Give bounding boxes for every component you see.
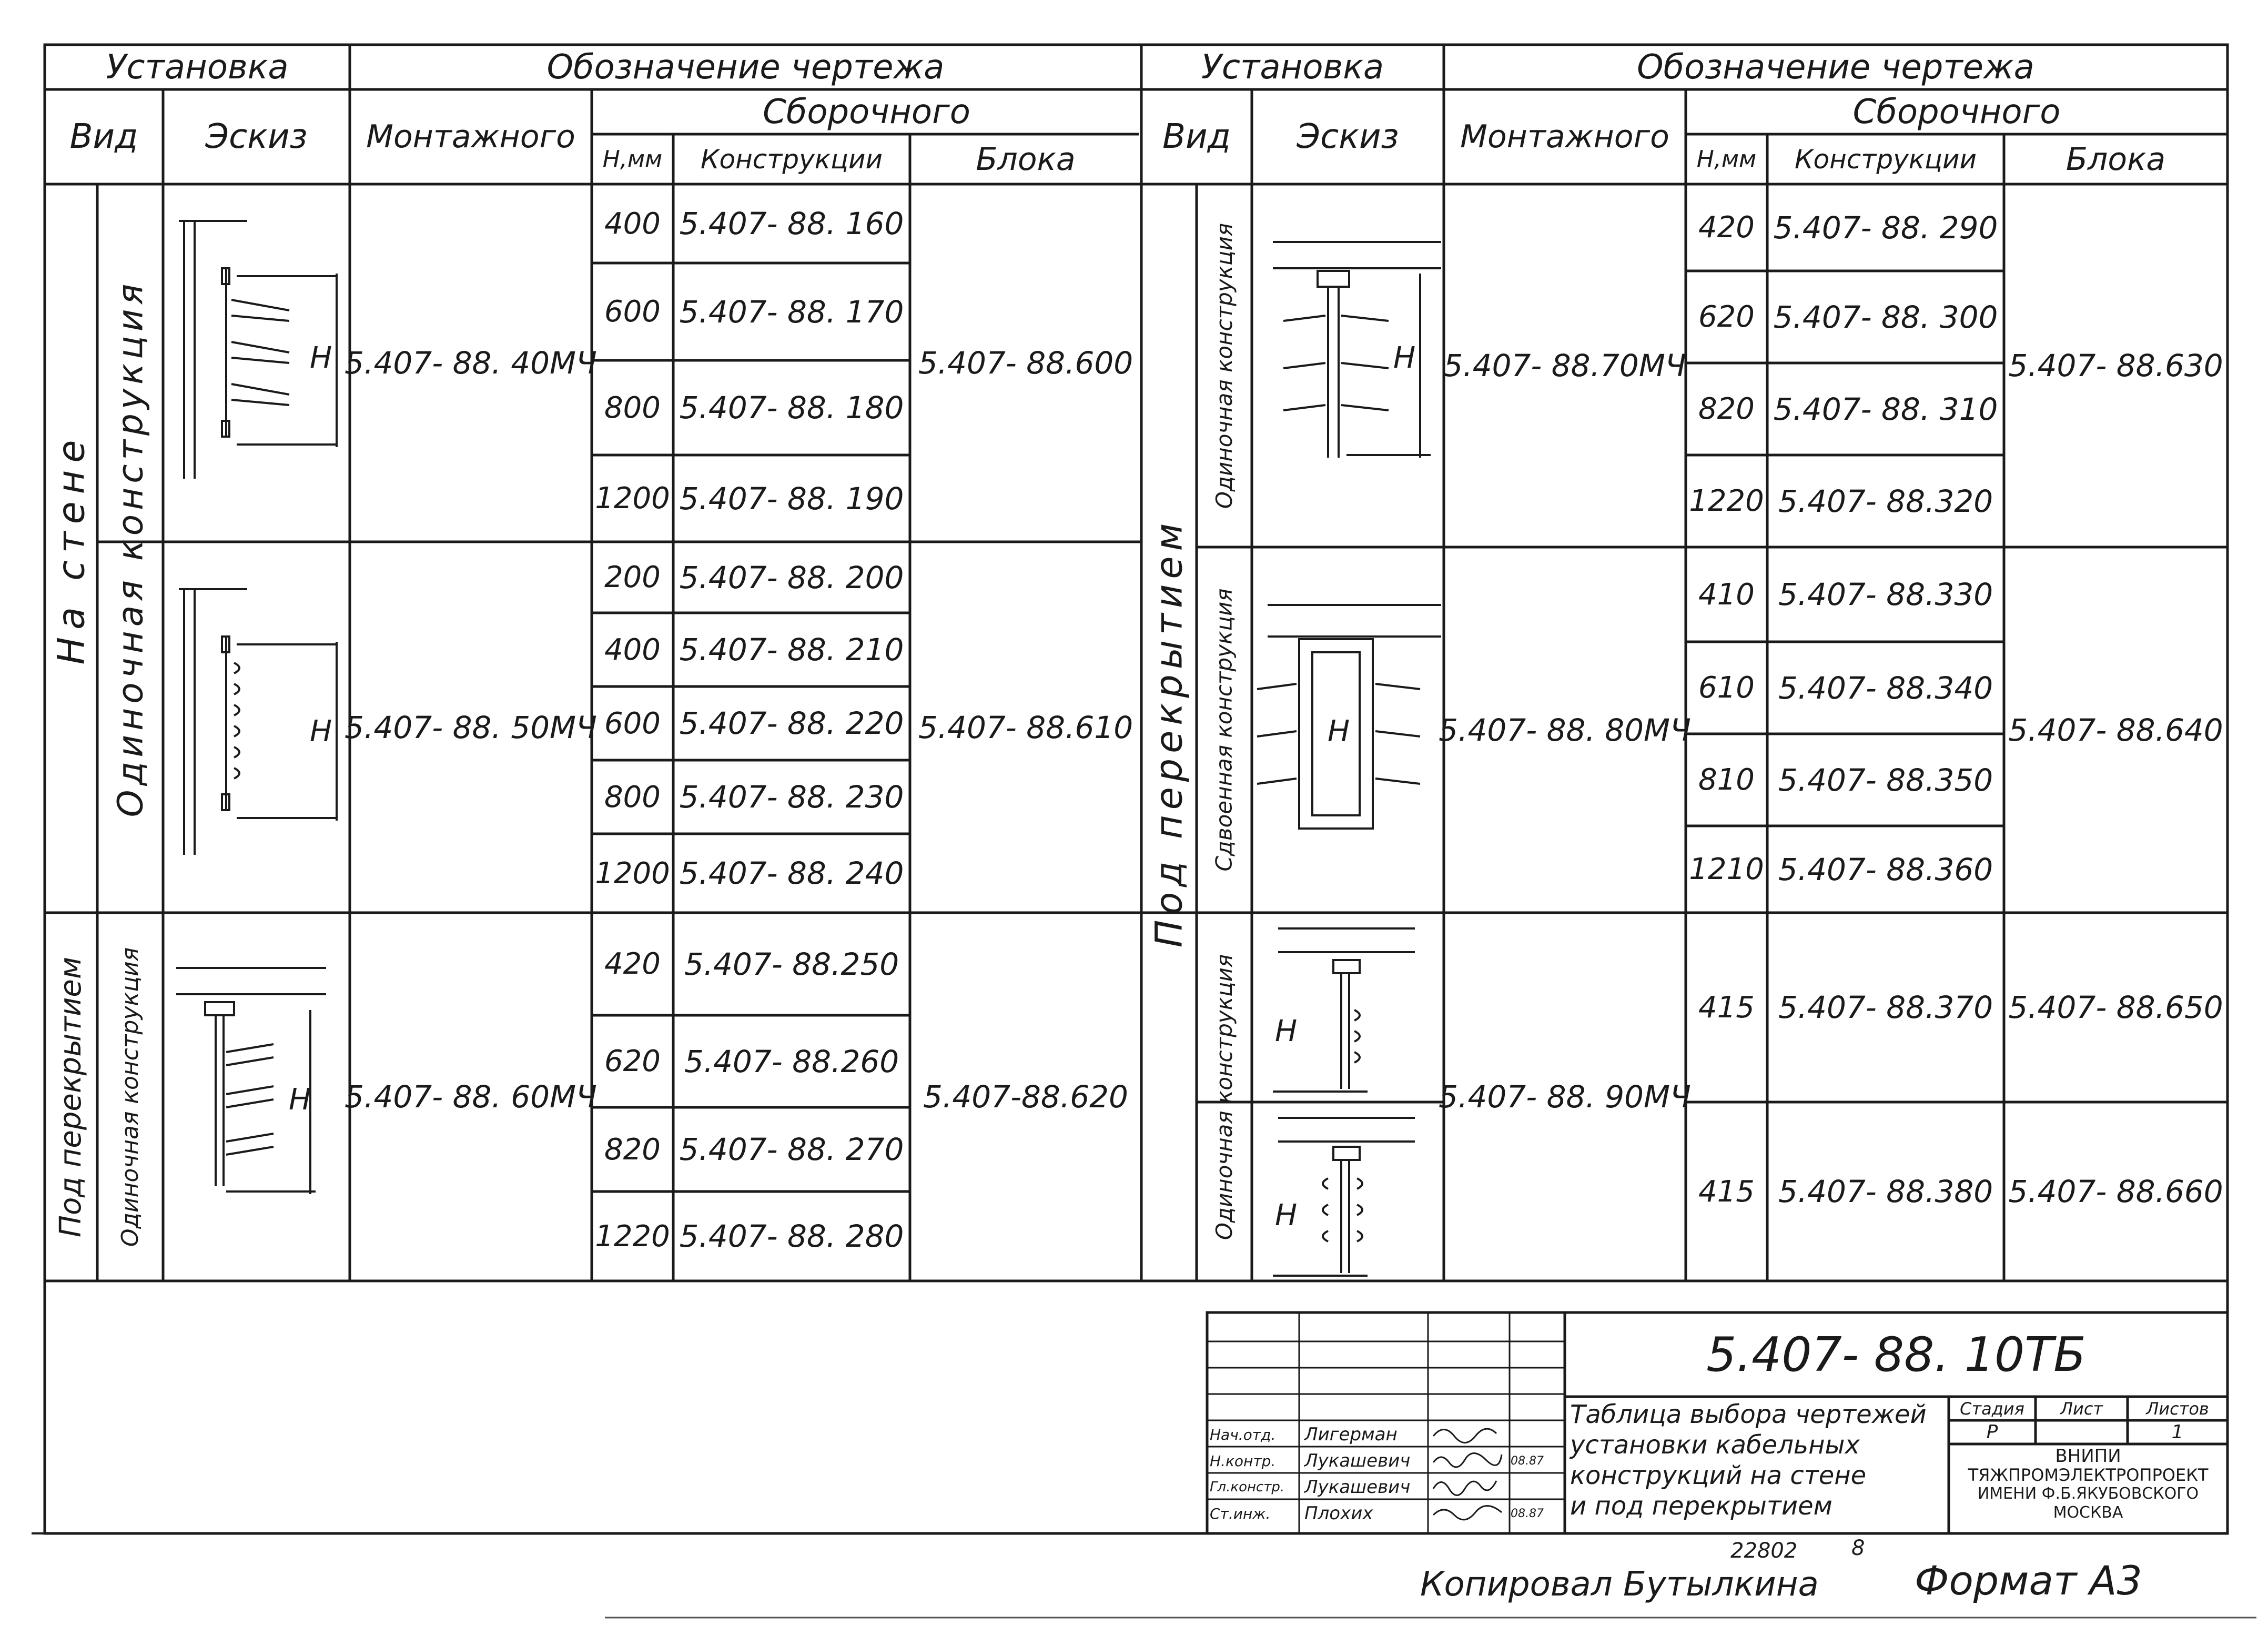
montazh-code: 5.407- 88.70МЧ	[1443, 348, 1686, 383]
sketch-h-label: Н	[1274, 1014, 1298, 1048]
h-value: 820	[1698, 392, 1755, 426]
sub-label-container	[1197, 913, 1252, 1281]
sub-odinochnaya-right-2: Одиночная конструкция	[1211, 954, 1238, 1240]
header-konstrukcii-right: Конструкции	[1795, 144, 1977, 175]
konstr-code: 5.407- 88. 300	[1773, 299, 1998, 335]
signer-role: Нач.отд.	[1210, 1426, 1276, 1443]
h-value: 420	[1698, 210, 1755, 245]
copied-by: Копировал Бутылкина	[1420, 1565, 1819, 1604]
konstr-code: 5.407- 88.330	[1778, 577, 1993, 612]
h-value: 415	[1698, 990, 1755, 1025]
list-label: Лист	[2060, 1398, 2103, 1419]
konstr-code: 5.407- 88. 190	[679, 480, 904, 517]
listov-value: 1	[2171, 1421, 2184, 1443]
h-value: 410	[1698, 577, 1755, 612]
signer-role: Ст.инж.	[1210, 1505, 1271, 1522]
signer-role: Гл.констр.	[1210, 1479, 1285, 1495]
konstr-code: 5.407- 88.380	[1778, 1174, 1993, 1209]
konstr-code: 5.407- 88. 220	[679, 705, 904, 741]
header-bloka-left: Блока	[976, 140, 1076, 178]
doc-title-line: конструкций на стене	[1570, 1461, 1867, 1490]
signatures	[1428, 1420, 1510, 1533]
doc-title-line: Таблица выбора чертежей	[1570, 1400, 1927, 1429]
signer-name: Лукашевич	[1304, 1450, 1411, 1471]
konstr-code: 5.407- 88.360	[1778, 851, 1993, 887]
page-number: 8	[1851, 1536, 1865, 1560]
org-line: ИМЕНИ Ф.Б.ЯКУБОВСКОГО	[1977, 1485, 2199, 1503]
h-value: 800	[604, 780, 661, 814]
signer-name: Плохих	[1304, 1503, 1373, 1524]
stadia-label: Стадия	[1960, 1398, 2024, 1419]
header-eskiz-right: Эскиз	[1297, 117, 1399, 156]
h-value: 1200	[595, 481, 670, 516]
konstr-code: 5.407- 88.340	[1778, 670, 1993, 706]
header-h-mm-right: Н,мм	[1696, 146, 1757, 173]
listov-label: Листов	[2146, 1398, 2209, 1419]
montazh-code: 5.407- 88. 80МЧ	[1439, 712, 1691, 748]
doc-title-line: и под перекрытием	[1570, 1491, 1832, 1521]
header-oboznachenie-left: Обозначение чертежа	[546, 47, 945, 87]
signer-role: Н.контр.	[1210, 1452, 1276, 1470]
vid-label-container	[1141, 184, 1197, 1281]
konstr-code: 5.407- 88.370	[1778, 989, 1993, 1025]
h-value: 200	[604, 560, 661, 594]
header-vid-right: Вид	[1162, 117, 1231, 156]
org-line: ВНИПИ	[2055, 1446, 2121, 1467]
signer-name: Лукашевич	[1304, 1477, 1411, 1498]
blok-code: 5.407- 88.610	[918, 709, 1133, 745]
header-ustanovka-left: Установка	[106, 47, 289, 87]
h-value: 610	[1698, 671, 1755, 705]
blok-code: 5.407- 88.640	[2008, 712, 2223, 748]
sketch-h-label: Н	[309, 714, 332, 749]
header-h-mm-left: Н,мм	[602, 146, 663, 173]
header-sborochnogo-left: Сборочного	[763, 92, 970, 132]
sketch-h-label: Н	[1393, 340, 1416, 375]
konstr-code: 5.407- 88. 200	[679, 559, 904, 595]
h-value: 1200	[595, 856, 670, 891]
vid-pod-perekrytiem-left: Под перекрытием	[54, 956, 88, 1237]
sketch-ceiling-hooks-a	[1273, 928, 1415, 1092]
h-value: 415	[1698, 1174, 1755, 1209]
header-eskiz-left: Эскиз	[205, 117, 308, 156]
header-montazhnogo-right: Монтажного	[1460, 118, 1669, 155]
h-value: 600	[604, 295, 661, 329]
h-value: 810	[1698, 763, 1755, 797]
konstr-code: 5.407- 88.350	[1778, 762, 1993, 798]
sketch-ceiling-hooks-b	[1273, 1118, 1415, 1276]
h-value: 620	[604, 1044, 661, 1078]
konstr-code: 5.407- 88. 160	[679, 206, 904, 241]
signer-date: 08.87	[1511, 1507, 1544, 1520]
sub-odinochnaya-wall: Одиночная конструкция	[110, 279, 150, 817]
org-line: МОСКВА	[2053, 1503, 2123, 1522]
header-bloka-right: Блока	[2066, 140, 2166, 178]
konstr-code: 5.407- 88.260	[684, 1043, 899, 1079]
sketch-h-label: Н	[288, 1082, 311, 1117]
doc-number: 5.407- 88. 10ТБ	[1706, 1327, 2086, 1382]
blok-code: 5.407-88.620	[923, 1079, 1128, 1115]
vid-label-container	[45, 184, 97, 913]
blok-code: 5.407- 88.600	[918, 345, 1133, 381]
stadia-value: Р	[1986, 1421, 1998, 1443]
header-sborochnogo-right: Сборочного	[1852, 92, 2061, 132]
h-value: 420	[604, 947, 661, 981]
blok-code: 5.407- 88.650	[2008, 989, 2223, 1025]
inv-number: 22802	[1730, 1539, 1798, 1563]
vid-na-stene: На стене	[49, 432, 93, 664]
konstr-code: 5.407- 88. 170	[679, 294, 904, 330]
sub-label-container	[1197, 547, 1252, 913]
konstr-code: 5.407- 88. 290	[1773, 209, 1998, 246]
h-value: 600	[604, 706, 661, 741]
header-vid-left: Вид	[69, 117, 138, 156]
konstr-code: 5.407- 88. 240	[679, 855, 904, 891]
sketch-ceiling-single	[176, 968, 326, 1194]
format-label: Формат А3	[1915, 1557, 2142, 1604]
sketch-h-label: Н	[309, 340, 332, 375]
konstr-code: 5.407- 88. 310	[1773, 391, 1998, 427]
header-ustanovka-right: Установка	[1201, 47, 1384, 87]
org-line: ТЯЖПРОМЭЛЕКТРОПРОЕКТ	[1968, 1465, 2209, 1485]
sub-odinochnaya-right-1: Одиночная конструкция	[1211, 223, 1238, 509]
vid-pod-perekrytiem-right: Под перекрытием	[1147, 518, 1191, 947]
konstr-code: 5.407- 88. 280	[679, 1218, 904, 1254]
sketch-h-label: Н	[1327, 714, 1350, 749]
h-value: 1220	[595, 1219, 670, 1254]
montazh-code: 5.407- 88. 90МЧ	[1439, 1079, 1691, 1115]
montazh-code: 5.407- 88. 50МЧ	[345, 709, 597, 745]
konstr-code: 5.407- 88. 180	[679, 390, 904, 426]
h-value: 1210	[1689, 852, 1764, 886]
doc-title-line: установки кабельных	[1570, 1430, 1860, 1460]
montazh-code: 5.407- 88. 60МЧ	[345, 1079, 597, 1115]
konstr-code: 5.407- 88. 270	[679, 1132, 904, 1167]
blok-code: 5.407- 88.660	[2008, 1174, 2223, 1209]
montazh-code: 5.407- 88. 40МЧ	[345, 345, 597, 381]
header-oboznachenie-right: Обозначение чертежа	[1637, 47, 2034, 87]
h-value: 800	[604, 390, 661, 425]
sub-sdvoennaya-right: Сдвоенная конструкция	[1211, 588, 1238, 872]
header-montazhnogo-left: Монтажного	[366, 118, 575, 155]
sub-label-container	[1197, 184, 1252, 547]
signer-date: 08.87	[1511, 1455, 1544, 1468]
header-konstrukcii-left: Конструкции	[701, 144, 883, 175]
sketch-h-label: Н	[1274, 1198, 1298, 1233]
sub-odinochnaya-ceiling-left: Одиночная конструкция	[117, 947, 144, 1247]
konstr-code: 5.407- 88.250	[684, 946, 899, 982]
h-value: 820	[604, 1132, 661, 1167]
blok-code: 5.407- 88.630	[2008, 348, 2223, 383]
h-value: 400	[604, 206, 661, 241]
h-value: 620	[1698, 300, 1755, 334]
signer-name: Лигерман	[1304, 1424, 1398, 1445]
konstr-code: 5.407- 88. 210	[679, 632, 904, 668]
vid-label-container	[45, 913, 97, 1281]
org-block	[1949, 1447, 2228, 1533]
h-value: 1220	[1689, 484, 1764, 518]
konstr-code: 5.407- 88. 230	[679, 779, 904, 815]
sub-label-container	[97, 184, 163, 913]
h-value: 400	[604, 632, 661, 667]
konstr-code: 5.407- 88.320	[1778, 483, 1993, 519]
sub-label-container	[97, 913, 163, 1281]
doc-title	[1570, 1399, 1946, 1531]
